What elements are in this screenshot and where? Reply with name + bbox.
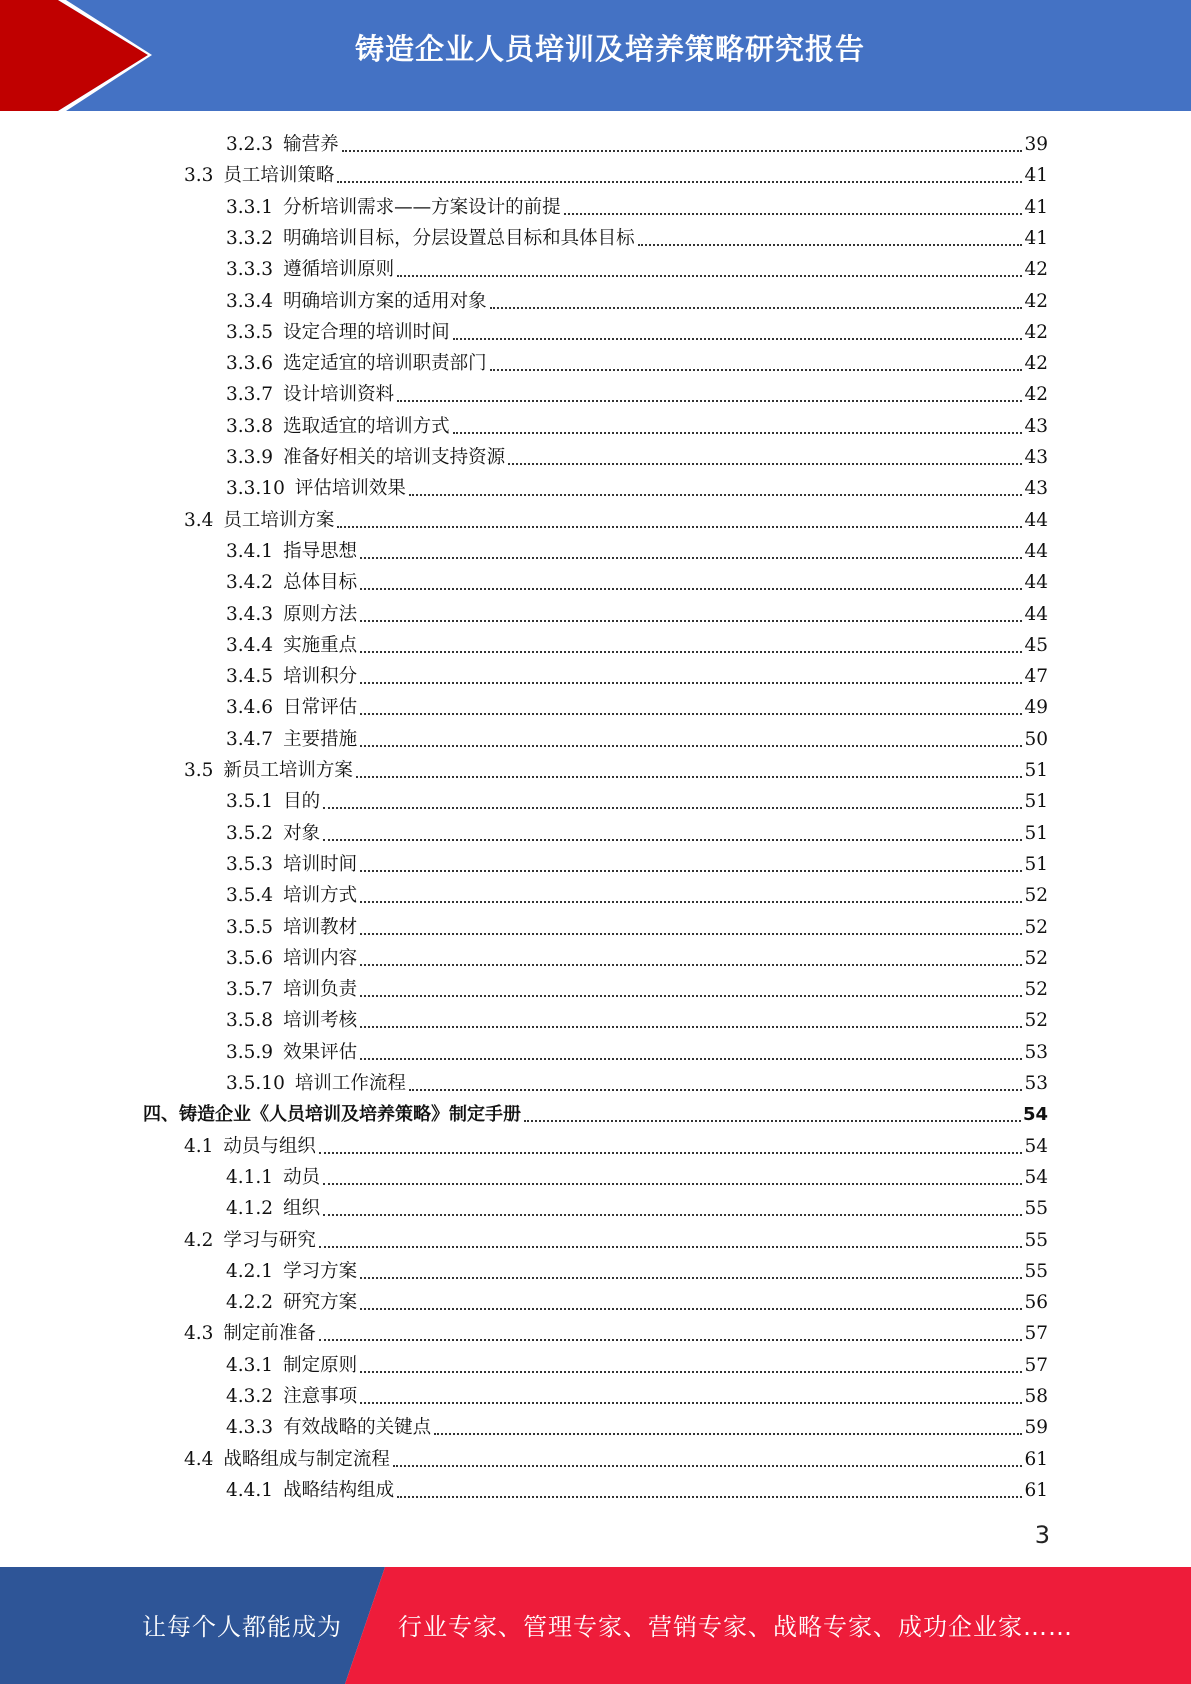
- toc-entry-page: 51: [1024, 822, 1048, 844]
- toc-leader-dots: [393, 1461, 1023, 1467]
- toc-entry-page: 52: [1024, 979, 1048, 1001]
- toc-entry-number: 3.5.9: [226, 1041, 274, 1063]
- toc-entry-page: 54: [1024, 1166, 1048, 1188]
- toc-entry[interactable]: [226, 629, 1048, 659]
- toc-entry-number: 4.1: [184, 1135, 214, 1157]
- toc-entry-page: 39: [1024, 134, 1048, 155]
- toc-entry-number: 3.4.2: [226, 572, 274, 594]
- toc-leader-dots: [397, 396, 1022, 402]
- toc-entry-number: 3.4: [184, 509, 214, 531]
- toc-leader-dots: [360, 678, 1022, 684]
- toc-entry-page: 50: [1024, 728, 1048, 750]
- toc-entry-page: 43: [1024, 415, 1048, 437]
- toc-leader-dots: [508, 459, 1022, 465]
- toc-entry-title: 明确培训方案的适用对象: [283, 290, 487, 312]
- toc-leader-dots: [342, 146, 1023, 152]
- toc-entry-number: 3.4.5: [226, 666, 274, 688]
- toc-leader-dots: [360, 1273, 1022, 1279]
- toc-leader-dots: [360, 553, 1022, 559]
- toc-leader-dots: [360, 709, 1022, 715]
- toc-leader-dots: [409, 1085, 1023, 1091]
- toc-entry-number: 3.5.6: [226, 947, 274, 969]
- toc-entry-title: 员工培训策略: [223, 165, 335, 187]
- toc-entry-number: 4.3.2: [226, 1386, 274, 1407]
- toc-leader-dots: [360, 1367, 1022, 1373]
- toc-entry-page: 61: [1024, 1448, 1048, 1470]
- toc-entry[interactable]: [226, 410, 1048, 440]
- toc-entry[interactable]: [226, 1380, 1048, 1410]
- toc-entry-page: 49: [1024, 697, 1048, 719]
- toc-entry-page: 54: [1022, 1104, 1048, 1126]
- toc-entry[interactable]: [226, 879, 1048, 909]
- toc-leader-dots: [323, 1179, 1022, 1185]
- toc-entry-number: 3.3.1: [226, 196, 274, 218]
- toc-entry-title: 总体目标: [283, 572, 358, 594]
- toc-entry-page: 41: [1024, 227, 1048, 249]
- toc-entry-title: 动员: [283, 1166, 321, 1188]
- toc-entry-page: 52: [1024, 916, 1048, 938]
- toc-leader-dots: [434, 1429, 1022, 1435]
- toc-leader-dots: [490, 365, 1023, 371]
- toc-entry-title: 战略组成与制定流程: [223, 1448, 390, 1470]
- toc-entry-page: 45: [1024, 634, 1048, 656]
- toc-entry-number: 3.5.10: [226, 1073, 285, 1094]
- toc-entry-page: 42: [1024, 353, 1048, 375]
- toc-entry-title: 新员工培训方案: [223, 760, 353, 781]
- toc-entry-title: 效果评估: [283, 1041, 358, 1063]
- toc-entry[interactable]: [184, 754, 1048, 784]
- toc-entry[interactable]: [184, 504, 1048, 534]
- toc-leader-dots: [319, 1242, 1023, 1248]
- toc-entry-title: 实施重点: [283, 634, 358, 656]
- toc-entry-page: 52: [1024, 947, 1048, 969]
- toc-entry-number: 3.4.6: [226, 697, 274, 719]
- toc-entry-title: 分析培训需求——方案设计的前提: [283, 196, 561, 218]
- toc-entry[interactable]: [143, 1098, 1048, 1128]
- toc-entry[interactable]: [226, 691, 1048, 721]
- toc-entry[interactable]: [226, 441, 1048, 471]
- toc-entry[interactable]: [226, 222, 1048, 252]
- toc-entry-title: 日常评估: [283, 697, 358, 719]
- toc-leader-dots: [360, 1054, 1022, 1060]
- toc-entry-page: 51: [1024, 853, 1048, 875]
- toc-entry-number: 3.4.4: [226, 634, 274, 656]
- toc-entry-title: 设定合理的培训时间: [283, 321, 450, 343]
- toc-entry-number: 4.4.1: [226, 1479, 274, 1501]
- toc-entry-page: 51: [1024, 760, 1048, 781]
- toc-leader-dots: [453, 334, 1023, 340]
- toc-entry[interactable]: [226, 973, 1048, 1003]
- toc-entry-number: 3.5.2: [226, 822, 274, 844]
- toc-entry-number: 4.1.2: [226, 1198, 274, 1220]
- toc-leader-dots: [337, 177, 1022, 183]
- toc-entry-page: 44: [1024, 540, 1048, 562]
- toc-entry-number: 3.2.3: [226, 134, 274, 155]
- toc-entry-number: 3.4.1: [226, 540, 274, 562]
- toc-leader-dots: [490, 303, 1023, 309]
- toc-entry-page: 57: [1024, 1354, 1048, 1376]
- toc-entry-title: 培训积分: [283, 666, 358, 688]
- toc-entry-page: 44: [1024, 509, 1048, 531]
- toc-entry[interactable]: [226, 723, 1048, 753]
- toc-entry-title: 培训方式: [283, 885, 358, 907]
- toc-entry[interactable]: [226, 128, 1048, 158]
- page-number: 3: [1034, 1521, 1050, 1549]
- toc-leader-dots: [360, 616, 1022, 622]
- toc-entry-page: 53: [1024, 1041, 1048, 1063]
- toc-leader-dots: [638, 240, 1023, 246]
- toc-leader-dots: [356, 772, 1023, 778]
- toc-entry-number: 4.1.1: [226, 1166, 274, 1188]
- toc-entry[interactable]: [226, 1411, 1048, 1441]
- toc-leader-dots: [323, 835, 1022, 841]
- toc-entry-title: 培训考核: [283, 1010, 358, 1032]
- toc-entry-title: 动员与组织: [223, 1135, 316, 1157]
- toc-entry[interactable]: [226, 253, 1048, 283]
- toc-entry-title: 研究方案: [283, 1292, 358, 1314]
- toc-leader-dots: [453, 428, 1023, 434]
- toc-entry[interactable]: [226, 848, 1048, 878]
- toc-entry[interactable]: [226, 378, 1048, 408]
- toc-entry-number: 4.3: [184, 1323, 214, 1345]
- toc-entry-title: 指导思想: [283, 540, 358, 562]
- toc-entry-title: 主要措施: [283, 728, 358, 750]
- toc-leader-dots: [564, 209, 1023, 215]
- toc-entry-title: 评估培训效果: [294, 478, 406, 500]
- page-footer: [0, 1567, 1191, 1684]
- toc-entry-page: 52: [1024, 885, 1048, 907]
- toc-entry[interactable]: [226, 285, 1048, 315]
- toc-entry[interactable]: [226, 1349, 1048, 1379]
- toc-entry-page: 42: [1024, 290, 1048, 312]
- toc-entry-number: 3.5.4: [226, 885, 274, 907]
- toc-entry-number: 3.5: [184, 760, 214, 781]
- toc-entry-title: 选取适宜的培训方式: [283, 415, 450, 437]
- toc-entry-title: 输营养: [283, 134, 339, 155]
- toc-leader-dots: [360, 1022, 1022, 1028]
- toc-entry[interactable]: [184, 1317, 1048, 1347]
- toc-entry-number: 4.4: [184, 1448, 214, 1470]
- toc-entry-title: 明确培训目标，分层设置总目标和具体目标: [283, 227, 635, 249]
- toc-entry-number: 4.3.3: [226, 1417, 274, 1439]
- toc-entry-number: 3.3: [184, 165, 214, 187]
- toc-entry-number: 4.2.2: [226, 1292, 274, 1314]
- toc-entry-number: 3.3.9: [226, 447, 274, 468]
- toc-entry[interactable]: [226, 1161, 1048, 1191]
- toc-leader-dots: [360, 960, 1022, 966]
- toc-leader-dots: [409, 490, 1023, 496]
- toc-entry[interactable]: [184, 1130, 1048, 1160]
- toc-entry-title: 选定适宜的培训职责部门: [283, 353, 487, 375]
- toc-leader-dots: [319, 1148, 1023, 1154]
- toc-entry[interactable]: [226, 1474, 1048, 1504]
- toc-entry-page: 42: [1024, 321, 1048, 343]
- toc-entry-title: 有效战略的关键点: [283, 1417, 432, 1439]
- toc-entry-title: 目的: [283, 791, 321, 813]
- toc-entry-page: 42: [1024, 259, 1048, 281]
- toc-entry-title: 原则方法: [283, 603, 358, 625]
- toc-entry-number: 3.3.4: [226, 290, 274, 312]
- toc-entry-number: 3.5.3: [226, 853, 274, 875]
- toc-entry[interactable]: [226, 785, 1048, 815]
- toc-entry[interactable]: [184, 1224, 1048, 1254]
- toc-entry-number: 3.3.10: [226, 478, 285, 500]
- toc-entry-title: 员工培训方案: [223, 509, 335, 531]
- toc-leader-dots: [397, 271, 1022, 277]
- toc-entry[interactable]: [226, 535, 1048, 565]
- toc-leader-dots: [360, 866, 1022, 872]
- toc-entry[interactable]: [184, 1443, 1048, 1473]
- toc-entry-page: 57: [1024, 1323, 1048, 1345]
- page-header: [0, 0, 1191, 111]
- toc-leader-dots: [360, 1398, 1022, 1404]
- footer-slogan-right: 行业专家、管理专家、营销专家、战略专家、成功企业家……: [398, 1613, 1073, 1641]
- toc-entry-title: 注意事项: [283, 1386, 358, 1407]
- toc-leader-dots: [360, 647, 1022, 653]
- toc-entry-page: 58: [1024, 1386, 1048, 1407]
- toc-entry-title: 准备好相关的培训支持资源: [283, 447, 506, 468]
- toc-entry[interactable]: [226, 598, 1048, 628]
- toc-entry[interactable]: [226, 566, 1048, 596]
- toc-leader-dots: [360, 929, 1022, 935]
- toc-entry-number: 3.3.2: [226, 227, 274, 249]
- toc-entry-page: 54: [1024, 1135, 1048, 1157]
- toc-entry[interactable]: [226, 1255, 1048, 1285]
- toc-leader-dots: [337, 522, 1022, 528]
- toc-leader-dots: [323, 1210, 1022, 1216]
- toc-entry-title: 设计培训资料: [283, 384, 395, 406]
- toc-entry-page: 51: [1024, 791, 1048, 813]
- toc-entry-number: 3.5.1: [226, 791, 274, 813]
- toc-entry-page: 56: [1024, 1292, 1048, 1314]
- toc-entry-title: 培训工作流程: [294, 1073, 406, 1094]
- toc-entry-page: 42: [1024, 384, 1048, 406]
- toc-leader-dots: [360, 1304, 1022, 1310]
- toc-entry-title: 培训教材: [283, 916, 358, 938]
- toc-entry-title: 组织: [283, 1198, 321, 1220]
- toc-entry[interactable]: [226, 1004, 1048, 1034]
- toc-entry-page: 61: [1024, 1479, 1048, 1501]
- toc-entry[interactable]: [226, 660, 1048, 690]
- toc-leader-dots: [360, 991, 1022, 997]
- toc-leader-dots: [524, 1116, 1021, 1122]
- toc-entry[interactable]: [184, 159, 1048, 189]
- toc-entry[interactable]: [226, 316, 1048, 346]
- toc-entry[interactable]: [226, 1067, 1048, 1097]
- toc-entry-number: 3.5.7: [226, 979, 274, 1001]
- toc-entry-number: 4.2.1: [226, 1260, 274, 1282]
- toc-entry-number: 4.3.1: [226, 1354, 274, 1376]
- report-title: 铸造企业人员培训及培养策略研究报告: [354, 32, 865, 66]
- toc-entry[interactable]: [226, 191, 1048, 221]
- toc-entry-page: 55: [1024, 1198, 1048, 1220]
- toc-entry-title: 学习方案: [283, 1260, 358, 1282]
- toc-entry[interactable]: [226, 1192, 1048, 1222]
- toc-entry-number: 3.5.5: [226, 916, 274, 938]
- toc-entry-number: 3.4.3: [226, 603, 274, 625]
- toc-entry-number: 3.3.6: [226, 353, 274, 375]
- toc-entry-page: 47: [1024, 666, 1048, 688]
- toc-entry-title: 战略结构组成: [283, 1479, 395, 1501]
- toc-entry-page: 55: [1024, 1229, 1048, 1251]
- toc-entry[interactable]: [226, 1286, 1048, 1316]
- toc-leader-dots: [360, 584, 1022, 590]
- toc-entry-title: 制定原则: [283, 1354, 358, 1376]
- toc-entry[interactable]: [226, 911, 1048, 941]
- toc-leader-dots: [360, 741, 1022, 747]
- toc-entry-page: 44: [1024, 603, 1048, 625]
- toc-entry-number: 3.3.8: [226, 415, 274, 437]
- toc-entry-page: 41: [1024, 196, 1048, 218]
- toc-entry-number: 3.3.5: [226, 321, 274, 343]
- toc-entry[interactable]: [226, 347, 1048, 377]
- toc-entry[interactable]: [226, 942, 1048, 972]
- toc-entry-title: 培训内容: [283, 947, 358, 969]
- toc-entry[interactable]: [226, 817, 1048, 847]
- toc-entry-title: 培训时间: [283, 853, 358, 875]
- toc-entry-title: 培训负责: [283, 979, 358, 1001]
- toc-leader-dots: [397, 1492, 1022, 1498]
- toc-entry-page: 55: [1024, 1260, 1048, 1282]
- toc-entry-number: 3.5.8: [226, 1010, 274, 1032]
- toc-entry-number: 3.3.7: [226, 384, 274, 406]
- toc-entry-page: 43: [1024, 447, 1048, 468]
- toc-entry-title: 四、铸造企业《人员培训及培养策略》制定手册: [143, 1104, 521, 1126]
- toc-entry[interactable]: [226, 1036, 1048, 1066]
- footer-slogan-left: 让每个人都能成为: [142, 1613, 342, 1641]
- toc-leader-dots: [360, 897, 1022, 903]
- toc-entry-title: 制定前准备: [223, 1323, 316, 1345]
- toc-leader-dots: [319, 1335, 1023, 1341]
- toc-entry-title: 遵循培训原则: [283, 259, 395, 281]
- toc-entry[interactable]: [226, 472, 1048, 502]
- toc-entry-number: 3.4.7: [226, 728, 274, 750]
- toc-entry-number: 3.3.3: [226, 259, 274, 281]
- toc-entry-number: 4.2: [184, 1229, 214, 1251]
- toc-entry-title: 对象: [283, 822, 321, 844]
- toc-entry-page: 59: [1024, 1417, 1048, 1439]
- toc-entry-page: 52: [1024, 1010, 1048, 1032]
- toc-entry-page: 41: [1024, 165, 1048, 187]
- toc-entry-page: 53: [1024, 1073, 1048, 1094]
- toc-leader-dots: [323, 803, 1022, 809]
- toc-entry-page: 44: [1024, 572, 1048, 594]
- toc-entry-page: 43: [1024, 478, 1048, 500]
- toc-entry-title: 学习与研究: [223, 1229, 316, 1251]
